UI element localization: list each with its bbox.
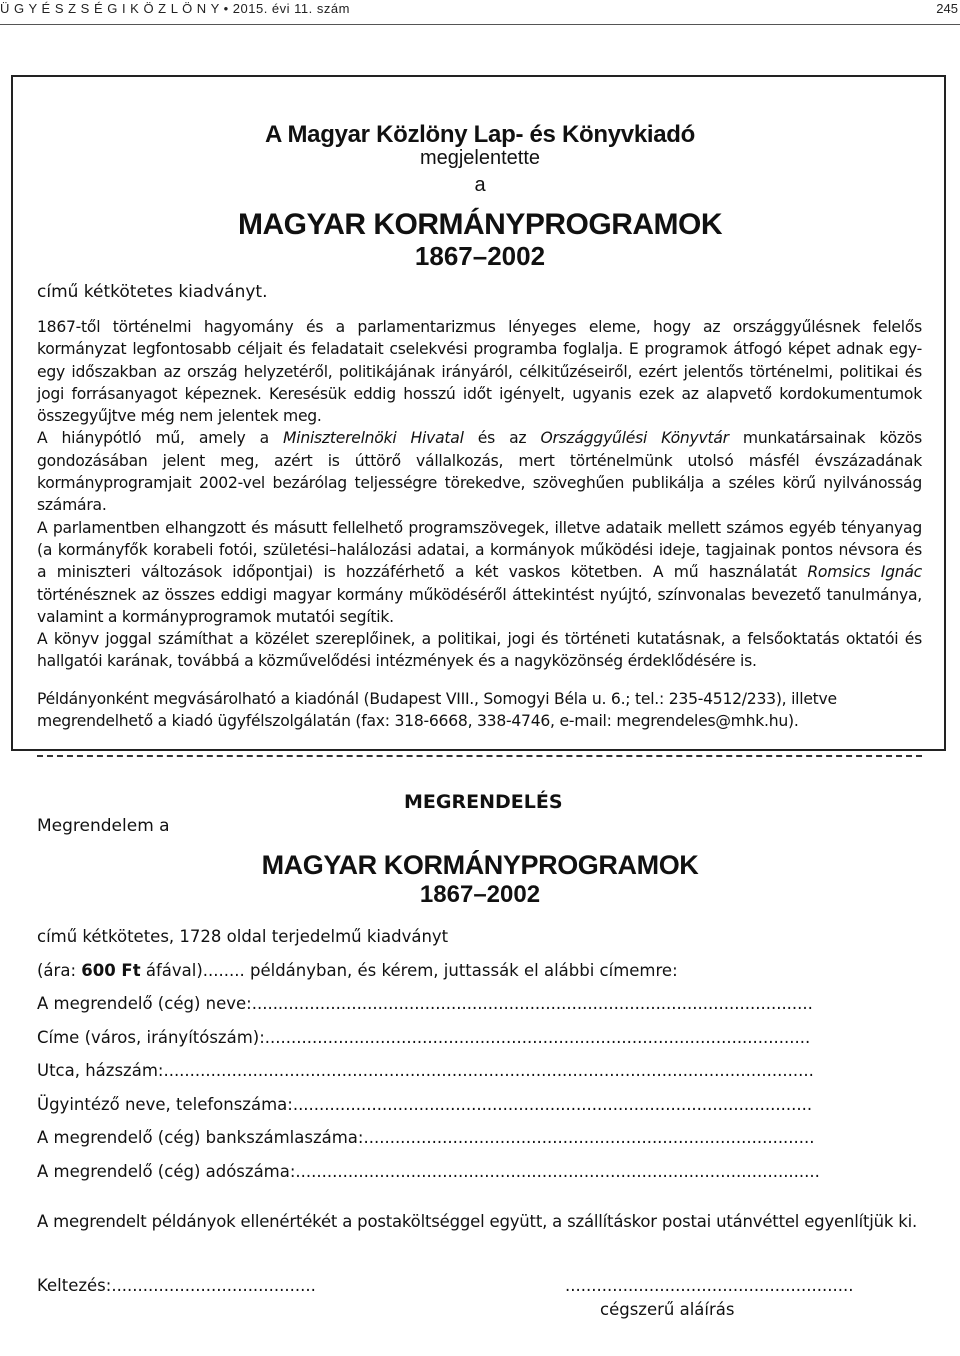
page-number: 245 (936, 1, 958, 16)
paragraph-4: A könyv joggal számíthat a közélet szereplőinek, a politikai, jogi és történeti kutatásnak, a felsőoktatás oktatói és hallgatói karának, továbbá a közművelődési intézmények és a nagyközönség érdeklődésére is. (37, 630, 922, 671)
date-field[interactable]: Keltezés:....................................... (37, 1276, 316, 1295)
field-contact-phone[interactable]: Ügyintéző neve, telefonszáma:................................................................................................... (37, 1095, 813, 1114)
field-tax-number[interactable]: A megrendelő (cég) adószáma:.................................................................................................... (37, 1162, 820, 1181)
order-price-line: (ára: 600 Ft áfával)........ példányban, és kérem, juttassák el alábbi címemre: (37, 961, 678, 980)
field-city-zip[interactable]: Címe (város, irányítószám):........................................................................................................ (37, 1028, 811, 1047)
cut-line (37, 755, 922, 757)
published-line: megjelentette (419, 147, 541, 169)
order-book-years: 1867–2002 (419, 881, 541, 908)
order-heading: MEGRENDELÉS (404, 791, 563, 813)
article-line: a (474, 174, 486, 196)
book-years: 1867–2002 (414, 241, 546, 271)
page-header (0, 0, 960, 26)
order-intro: Megrendelem a (37, 816, 170, 836)
advertisement-body (37, 316, 922, 673)
payment-note: A megrendelt példányok ellenértékét a postaköltséggel együtt, a szállításkor postai utánvéttel egyenlítjük ki. (37, 1212, 918, 1231)
signature-label: cégszerű aláírás (600, 1300, 735, 1319)
paragraph-5: Példányonként megvásárolható a kiadónál (Budapest VIII., Somogyi Béla u. 6.; tel.: 235-4512/233), illetve megrendelhető a kiadó ügyfélszolgálatán (fax: 318-6668, 338-4746, e-mail: megrendeles@mhk.hu). (37, 690, 837, 731)
paragraph-3: A parlamentben elhangzott és másutt fellelhető programszövegek, illetve adataik mellett számos egyéb tényanyag (a kormányfők korabeli fotói, születési–halálozási adatai, a kormányok működési ideje, tagjainak pontos névsora és a miniszteri változások időpontjai) is hozzáférhető a két vaskos kötetben. A mű használatát Romsics Ignác történésznek az összes eddigi magyar kormány működéséről áttekintést nyújtó, színvonalas bevezető tanulmánya, valamint a kormányprogramok mutatói segítik. (37, 518, 922, 626)
paragraph-2: A hiánypótló mű, amely a Miniszterelnöki Hivatal és az Országgyűlési Könyvtár munkatársainak közös gondozásában jelent meg, azért is úttörő vállalkozás, mert történelmünk utolsó másfél évszázadának kormányprogramjait 2002-vel bezárólag teljességre törekedve, szöveghűen publikálja a széles körű nyilvánosság számára. (37, 429, 922, 515)
order-description: című kétkötetes, 1728 oldal terjedelmű kiadványt (37, 927, 449, 946)
signature-line[interactable]: ....................................................... (565, 1276, 854, 1295)
order-book-title: MAGYAR KORMÁNYPROGRAMOK (261, 850, 699, 880)
header-rule (0, 24, 960, 25)
paragraph-1: 1867-től történelmi hagyomány és a parlamentarizmus lényeges eleme, hogy az országgyűlésnek felelős kormányzat legfontosabb céljait és feladatait cselekvési programba foglalja. E programok átfogó képet adnak egy-egy időszakban az ország helyzetéről, politikájának irányáról, célkitűzéseiről, ezért jelentős történelmi, politikai és jogi forrásanyagot képeznek. Keresésük eddig hosszú időt igényelt, ugyanis ezek az alapvető kordokumentumok összegyűjtve még nem jelentek meg. (37, 318, 922, 426)
purchase-info (37, 688, 927, 733)
field-company-name[interactable]: A megrendelő (cég) neve:........................................................................................................... (37, 994, 813, 1013)
journal-running-title: Ü G Y É S Z S É G I K Ö Z L Ö N Y • 2015. évi 11. szám (0, 1, 350, 16)
book-title: MAGYAR KORMÁNYPROGRAMOK (237, 208, 723, 241)
book-subtitle: című kétkötetes kiadványt. (37, 282, 268, 302)
publisher-line: A Magyar Közlöny Lap- és Könyvkiadó (264, 121, 696, 148)
field-bank-account[interactable]: A megrendelő (cég) bankszámlaszáma:...................................................................................... (37, 1128, 815, 1147)
field-street[interactable]: Utca, házszám:............................................................................................................................ (37, 1061, 814, 1080)
